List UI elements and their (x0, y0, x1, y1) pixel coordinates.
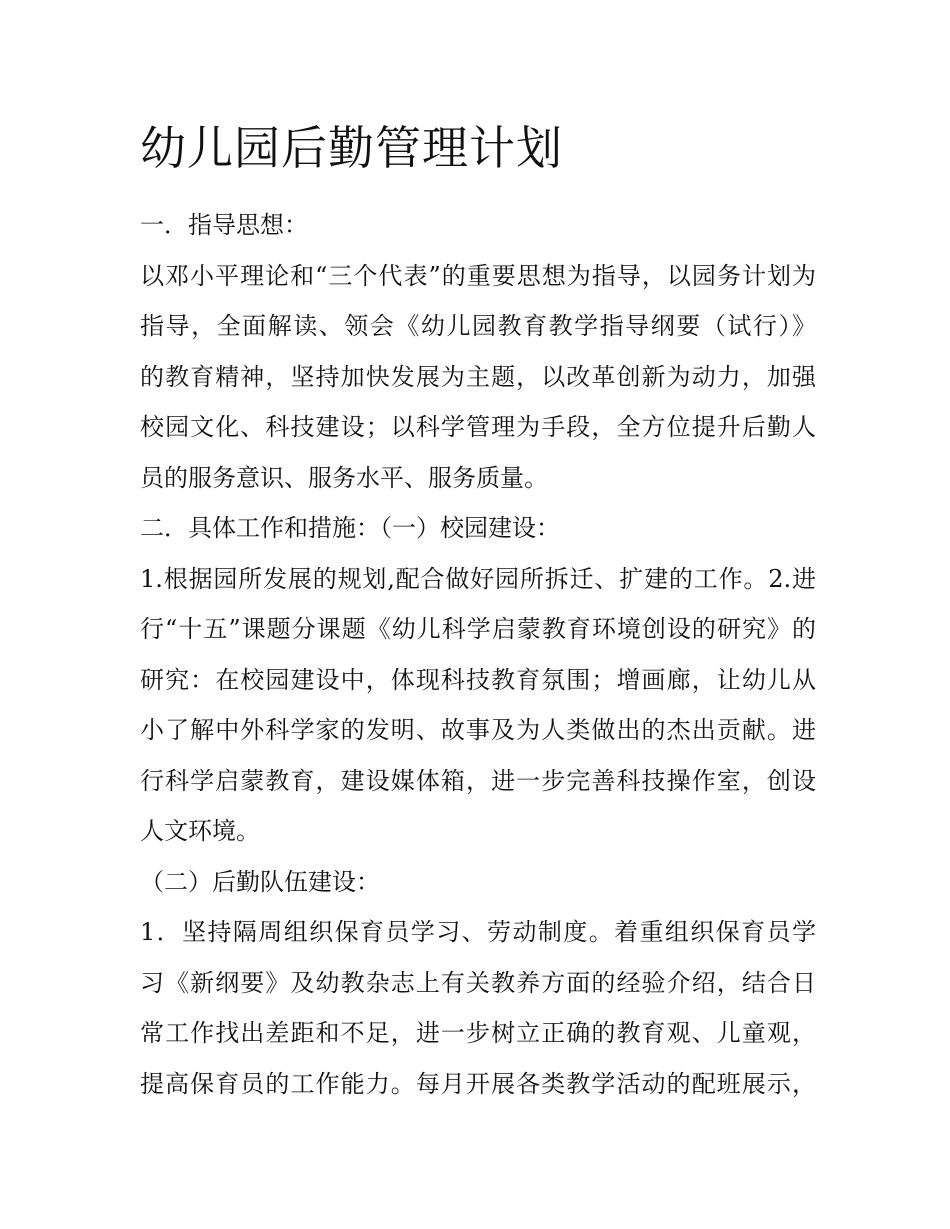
paragraph-line: 常工作找出差距和不足，进一步树立正确的教育观、儿童观， (140, 1019, 816, 1047)
paragraph-line: 的教育精神，坚持加快发展为主题，以改革创新为动力，加强 (140, 362, 816, 391)
paragraph-line: 1.根据园所发展的规划,配合做好园所拆迁、扩建的工作。2.进 (140, 564, 816, 593)
paragraph-line: 指导，全面解读、领会《幼儿园教育教学指导纲要（试行）》 (140, 312, 816, 340)
paragraph-line: 1．坚持隔周组织保育员学习、劳动制度。着重组织保育员学 (140, 918, 816, 946)
paragraph-line: 员的服务意识、服务水平、服务质量。 (140, 463, 548, 492)
paragraph-line: 人文环境。 (140, 817, 260, 845)
paragraph-line: 以邓小平理论和“三个代表”的重要思想为指导，以园务计划为 (140, 261, 816, 290)
paragraph-line: 行科学启蒙教育，建设媒体箱，进一步完善科技操作室，创设 (140, 766, 816, 795)
paragraph-line: 校园文化、科技建设；以科学管理为手段，全方位提升后勤人 (140, 413, 816, 441)
document-body (140, 112, 816, 1109)
paragraph-line: 小了解中外科学家的发明、故事及为人类做出的杰出贡献。进 (140, 716, 816, 744)
document-title: 幼儿园后勤管理计划 (140, 121, 563, 175)
paragraph-line: 习《新纲要》及幼教杂志上有关教养方面的经验介绍，结合日 (140, 968, 816, 997)
paragraph-line: 行“十五”课题分课题《幼儿科学启蒙教育环境创设的研究》的 (140, 615, 816, 643)
section-heading-staff-building: （二）后勤队伍建设： (140, 867, 380, 896)
paragraph-line: 提高保育员的工作能力。每月开展各类教学活动的配班展示， (140, 1069, 816, 1098)
section-heading-work-measures: 二．具体工作和措施：（一）校园建设： (140, 514, 560, 542)
section-heading-guiding-ideology: 一．指导思想： (140, 211, 308, 239)
paragraph-line: 研究：在校园建设中，体现科技教育氛围；增画廊，让幼儿从 (140, 665, 816, 694)
